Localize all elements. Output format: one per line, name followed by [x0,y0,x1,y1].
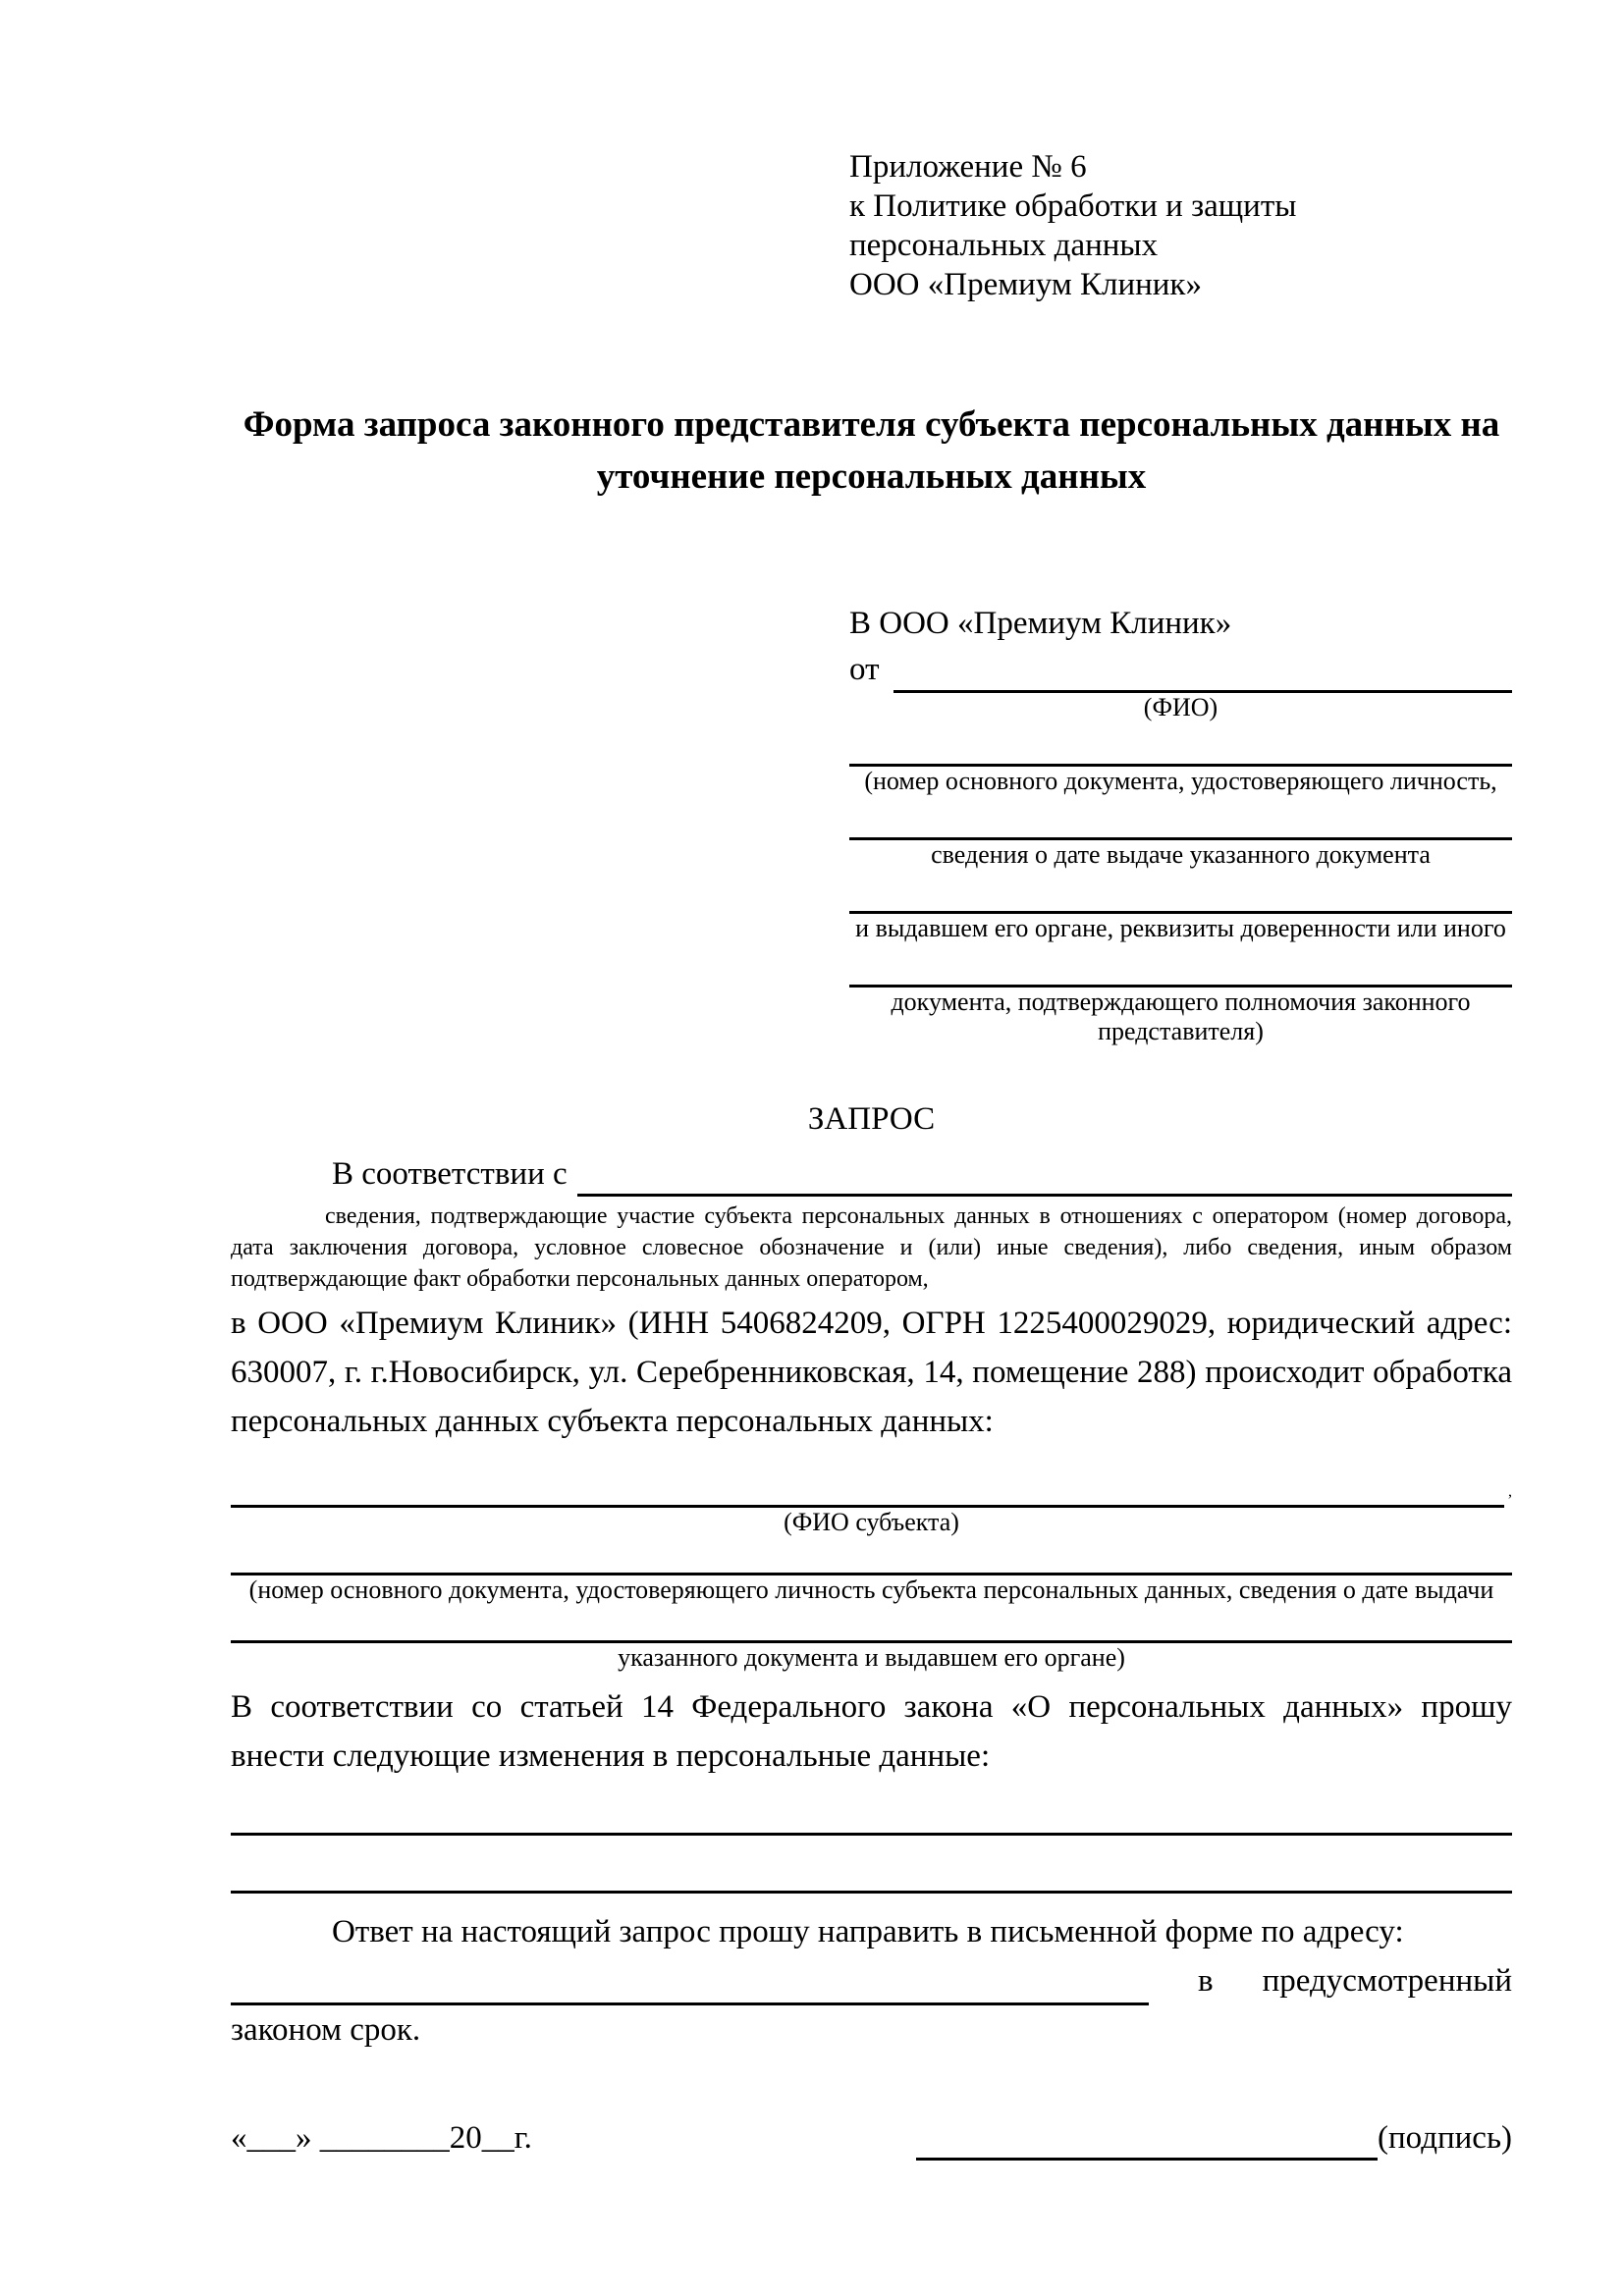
law-paragraph: В соответствии со статьей 14 Федерального закона «О персональных данных» прошу внести следующие изменения в персональные данные: [231,1689,1512,1774]
blank-line-authority-document [849,971,1512,988]
signature-caption: (подпись) [1378,2120,1512,2156]
subject-document-caption-1: (номер основного документа, удостоверяющего личность субъекта персональных данных, сведения о дате выдачи [248,1575,1494,1604]
caption-authority-document: документа, подтверждающего полномочия законного представителя) [891,988,1471,1045]
caption-issue-date: сведения о дате выдаче указанного документа [931,840,1431,869]
annex-line-1: Приложение № 6 [849,149,1087,185]
annex-block [849,147,1512,304]
blank-line-changes-1 [231,1781,1512,1836]
blank-line-issue-date [849,824,1512,840]
subject-fio-caption: (ФИО субъекта) [784,1508,959,1536]
addressee-block [849,601,1512,1046]
accordance-blank-line [577,1154,1512,1197]
addressee-to: В ООО «Премиум Клиник» [849,606,1232,641]
subject-document-caption-2: указанного документа и выдавшем его органе) [618,1643,1125,1672]
annex-line-3: персональных данных [849,228,1159,263]
blank-line-document-number [849,750,1512,767]
subject-fio-comma: , [1508,1483,1512,1500]
blank-line-subject-document [231,1559,1512,1575]
answer-line-1: Ответ на настоящий запрос прошу направить в письменной форме по адресу: [332,1914,1404,1949]
blank-line-issuing-authority [849,897,1512,914]
request-heading: ЗАПРОС [807,1101,936,1137]
accordance-row [231,1151,1512,1197]
blank-line-signature [916,2116,1378,2161]
blank-line-answer-address [231,1959,1149,2005]
operator-paragraph: в ООО «Премиум Клиник» (ИНН 5406824209, ОГРН 1225400029029, юридический адрес: 630007, г. г.Новосибирск, ул. Серебренниковская, 14, помещение 288) происходит обработка персональных данных субъекта персональных данных: [231,1306,1512,1439]
accordance-label: В соответствии с [332,1156,568,1192]
caption-document-number: (номер основного документа, удостоверяющего личность, [864,767,1497,795]
document-title: Форма запроса законного представителя субъекта персональных данных на уточнение персональных данных [243,404,1500,497]
answer-word-predusmotrenny: предусмотренный [1262,1963,1512,1999]
fio-caption: (ФИО) [1143,693,1218,721]
answer-word-v: в [1198,1963,1214,1999]
caption-issuing-authority: и выдавшем его органе, реквизиты доверенности или иного [855,914,1506,942]
signature-group [916,2115,1512,2161]
blank-line-subject-document-2 [231,1627,1512,1643]
blank-line-changes-2 [231,1839,1512,1894]
from-label: от [849,652,880,687]
addressee-from-row [849,647,1512,693]
date-signature-row [231,2115,1512,2161]
answer-line-2 [231,1956,1512,2005]
answer-line-3: законом срок. [231,2012,421,2048]
accordance-note: сведения, подтверждающие участие субъекта персональных данных в отношениях с оператором (номер договора, дата заключения договора, условное словесное обозначение и (или) иные сведения), либо сведения, иным образом подтверждающие факт обработки персональных данных оператором, [231,1203,1512,1292]
blank-line-subject-fio [231,1491,1504,1508]
annex-line-4: ООО «Премиум Клиник» [849,267,1202,302]
subject-fio-row [231,1475,1512,1508]
from-blank-line [893,651,1513,693]
answer-paragraph [231,1907,1512,2055]
annex-line-2: к Политике обработки и защиты [849,188,1297,224]
date-line: «___» ________20__г. [231,2120,532,2156]
